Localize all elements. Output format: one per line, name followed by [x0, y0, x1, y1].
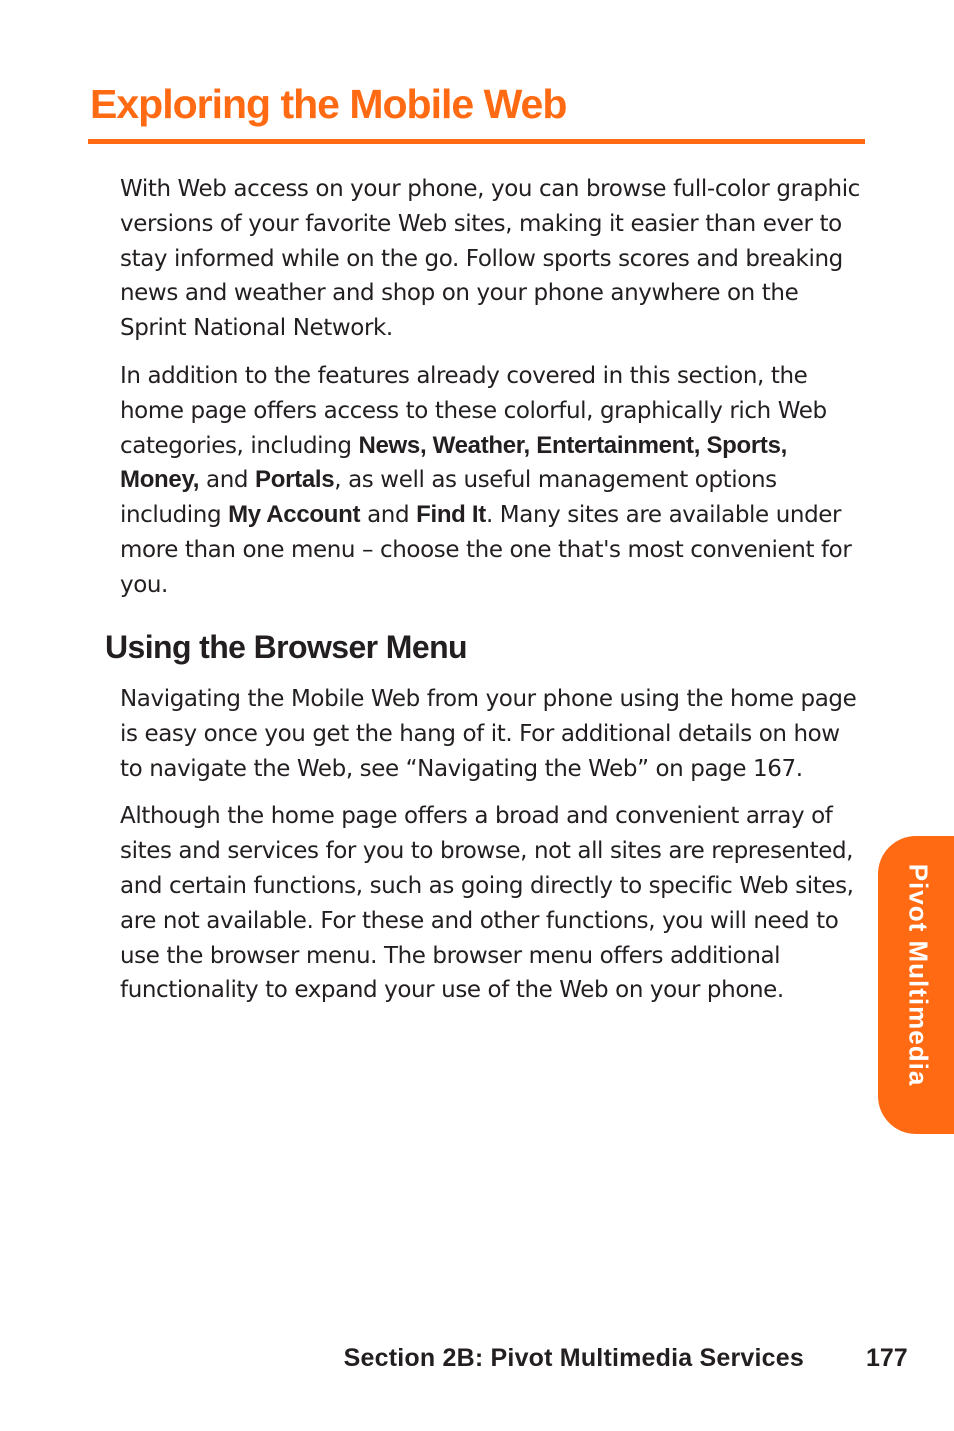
- side-tab-label: Pivot Multimedia: [903, 863, 934, 1087]
- intro-text-3: , as well as useful management options including: [120, 467, 777, 529]
- portals-bold: Portals: [255, 466, 335, 494]
- intro-text-5: . Many sites are available under more than one menu – choose the one that's most convenient for you.: [120, 502, 852, 598]
- page-number: 177: [866, 1344, 908, 1372]
- title-divider: [88, 139, 865, 144]
- section-body: [120, 682, 865, 1021]
- intro-paragraph-2: [120, 359, 865, 603]
- page-title: Exploring the Mobile Web: [90, 81, 567, 127]
- section-heading: Using the Browser Menu: [105, 629, 467, 665]
- categories-bold: News, Weather, Entertainment, Sports, Money,: [120, 431, 788, 494]
- intro-text-4: and: [360, 502, 417, 529]
- section-paragraph-2: Although the home page offers a broad and convenient array of sites and services for you to browse, not all sites are represented, and certain functions, such as going directly to specific Web sites, are not available. For these and other functions, you will need to use the browser menu. The browser menu offers additional functionality to expand your use of the Web on your phone.: [120, 803, 854, 1004]
- find-it-bold: Find It: [416, 501, 486, 529]
- section-paragraph-1: Navigating the Mobile Web from your phone using the home page is easy once you get the hang of it. For additional details on how to navigate the Web, see “Navigating the Web” on page 167.: [120, 686, 857, 782]
- intro-text-2: and: [199, 467, 256, 494]
- my-account-bold: My Account: [228, 501, 361, 529]
- intro-body: [120, 172, 865, 616]
- intro-paragraph-1: With Web access on your phone, you can browse full-color graphic versions of your favorite Web sites, making it easier than ever to stay informed while on the go. Follow sports scores and breaking news and weather and shop on your phone anywhere on the Sprint National Network.: [120, 176, 860, 342]
- footer-section-title: Section 2B: Pivot Multimedia Services: [343, 1344, 804, 1372]
- intro-text-1: In addition to the features already covered in this section, the home page offers access to these colorful, graphically rich Web categories, including: [120, 362, 827, 459]
